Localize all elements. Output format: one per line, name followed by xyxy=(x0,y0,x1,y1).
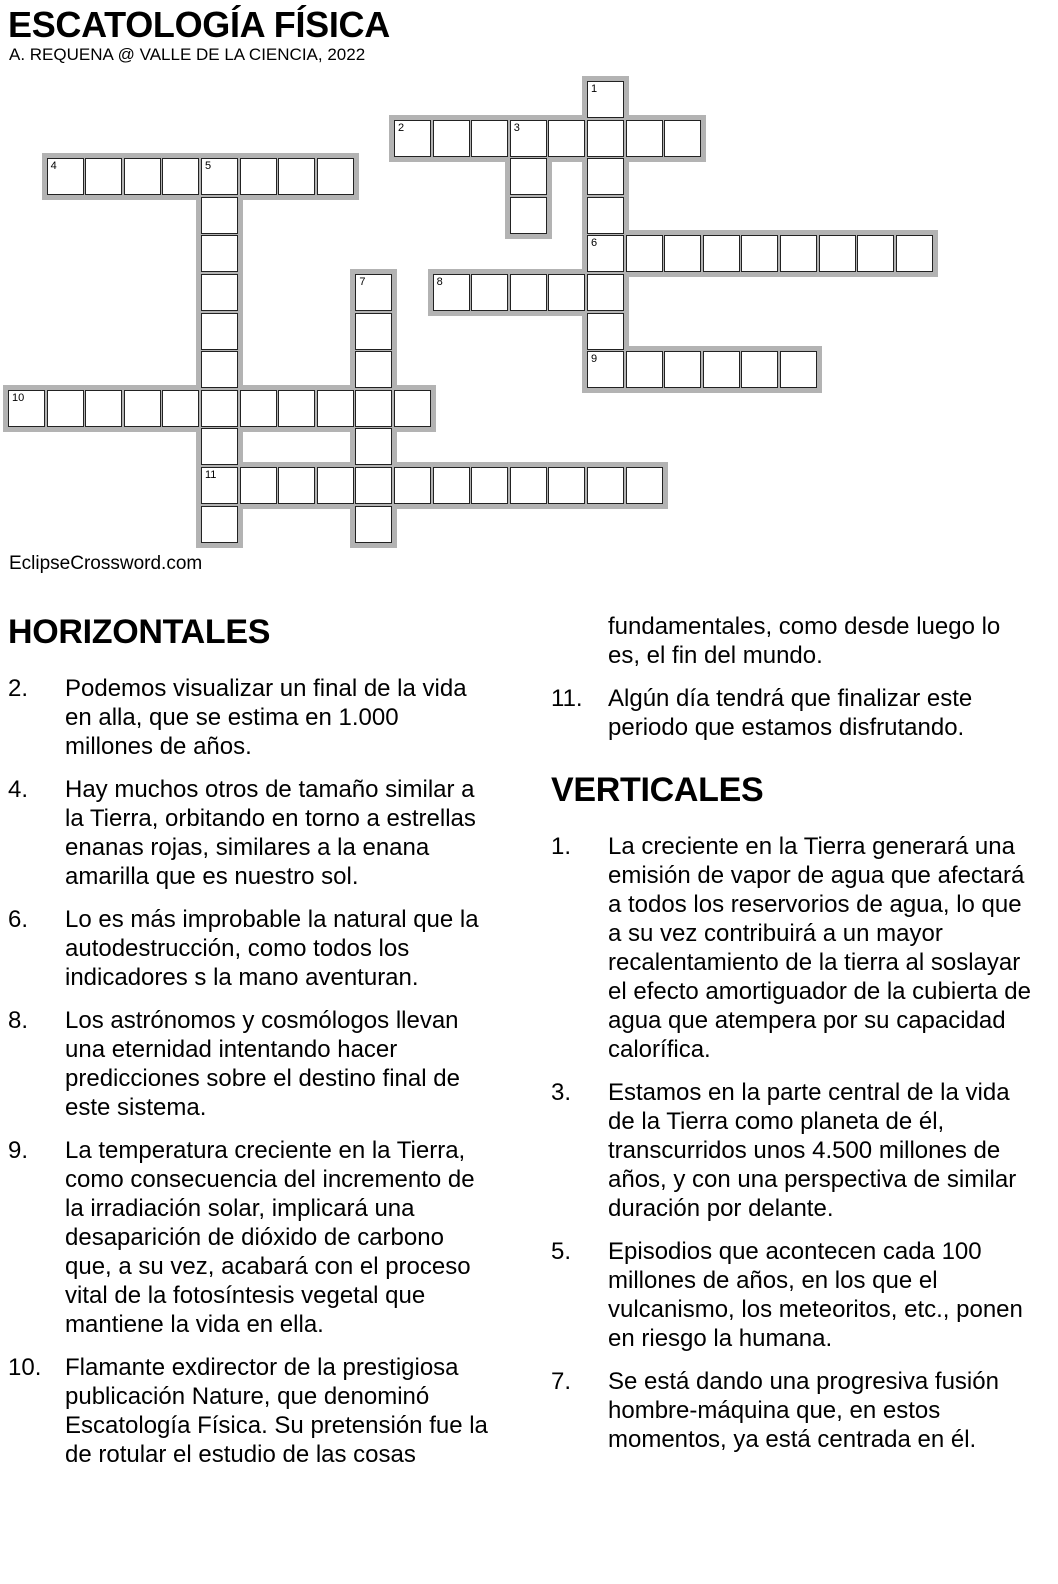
clue-number: 1. xyxy=(551,833,572,860)
clue-h-10-continuation: fundamentales, como desde luego lo es, el fin del mundo. xyxy=(608,613,1001,669)
grid-cell[interactable] xyxy=(85,158,122,195)
clue-number: 4. xyxy=(8,776,29,803)
grid-cell[interactable] xyxy=(162,158,199,195)
cell-number: 6 xyxy=(591,237,598,250)
grid-cell[interactable] xyxy=(201,351,238,388)
grid-cell[interactable] xyxy=(587,351,624,388)
clue-text: Episodios que acontecen cada 100 millones de años, en los que el vulcanismo, los meteoritos, etc., ponen en riesgo la humana. xyxy=(608,1238,1023,1352)
grid-cell[interactable] xyxy=(780,351,817,388)
grid-cell[interactable] xyxy=(355,390,392,427)
grid-cell[interactable] xyxy=(741,351,778,388)
grid-cell[interactable] xyxy=(278,467,315,504)
grid-cell[interactable] xyxy=(433,274,470,311)
grid-cell[interactable] xyxy=(394,467,431,504)
clue-number: 5. xyxy=(551,1238,572,1265)
clue-v-3 xyxy=(551,1078,1031,1223)
grid-cell[interactable] xyxy=(47,390,84,427)
grid-cell[interactable] xyxy=(394,120,431,157)
grid-cell[interactable] xyxy=(201,197,238,234)
cell-number: 7 xyxy=(359,276,366,288)
cell-number: 2 xyxy=(398,121,405,134)
grid-cell[interactable] xyxy=(548,120,585,157)
clue-text: Hay muchos otros de tamaño similar a la Tierra, orbitando en torno a estrellas enanas rojas, similares a la enana amarilla que es nuestro sol. xyxy=(65,776,476,890)
grid-cell[interactable] xyxy=(819,235,856,272)
grid-cell[interactable] xyxy=(278,390,315,427)
cell-number: 4 xyxy=(50,160,57,173)
clue-h-10 xyxy=(8,1353,488,1469)
cell-number: 10 xyxy=(12,391,25,404)
grid-cell[interactable] xyxy=(162,390,199,427)
puzzle-subtitle: A. REQUENA @ VALLE DE LA CIENCIA, 2022 xyxy=(9,45,366,64)
grid-cell[interactable] xyxy=(626,235,663,272)
clue-h-4 xyxy=(8,775,488,891)
clue-text: Estamos en la parte central de la vida de la Tierra como planeta de él, transcurridos unos 4.500 millones de años, y con una perspectiva de similar duración por delante. xyxy=(608,1079,1017,1222)
grid-cell[interactable] xyxy=(201,390,238,427)
grid-cell[interactable] xyxy=(703,235,740,272)
cell-number: 8 xyxy=(436,276,443,288)
grid-cell[interactable] xyxy=(664,351,701,388)
clue-h-2 xyxy=(8,674,488,761)
clue-text: La creciente en la Tierra generará una emisión de vapor de agua que afectará a todos los reservorios de agua, lo que a su vez contribuirá a un mayor recalentamiento de la tierra al soslayar el efecto amortiguador de la cubierta de agua que atempera por su capacidad calorífica. xyxy=(608,833,1031,1063)
verticales-heading: VERTICALES xyxy=(551,771,764,809)
grid-cell[interactable] xyxy=(201,274,238,311)
grid-cell[interactable] xyxy=(626,467,663,504)
clue-h-8 xyxy=(8,1006,488,1122)
clue-v-1 xyxy=(551,832,1031,1064)
grid-cell[interactable] xyxy=(317,158,354,195)
grid-cell[interactable] xyxy=(124,390,161,427)
grid-cell[interactable] xyxy=(587,81,624,118)
grid-cell[interactable] xyxy=(664,120,701,157)
cell-number: 5 xyxy=(205,160,212,173)
grid-cell[interactable] xyxy=(703,351,740,388)
clue-v-5 xyxy=(551,1237,1031,1353)
grid-cell[interactable] xyxy=(201,158,238,195)
clue-number: 3. xyxy=(551,1079,572,1106)
grid-cell[interactable] xyxy=(201,506,238,543)
grid-cell[interactable] xyxy=(510,158,547,195)
clue-text: Los astrónomos y cosmólogos llevan una eternidad intentando hacer predicciones sobre el destino final de este sistema. xyxy=(65,1007,460,1121)
grid-cell[interactable] xyxy=(47,158,84,195)
grid-cell[interactable] xyxy=(587,274,624,311)
clue-h-11 xyxy=(551,684,1031,742)
clue-text: La temperatura creciente en la Tierra, como consecuencia del incremento de la irradiación solar, implicará una desaparición de dióxido de carbono que, a su vez, acabará con el proceso vital de la fotosíntesis vegetal que mantiene la vida en ella. xyxy=(65,1137,475,1338)
grid-cell[interactable] xyxy=(240,158,277,195)
grid-cell[interactable] xyxy=(201,313,238,350)
grid-cell[interactable] xyxy=(587,467,624,504)
grid-cell[interactable] xyxy=(355,428,392,465)
clue-v-7 xyxy=(551,1367,1031,1454)
grid-cell[interactable] xyxy=(240,467,277,504)
grid-cell[interactable] xyxy=(124,158,161,195)
clue-text: Lo es más improbable la natural que la autodestrucción, como todos los indicadores s la mano aventuran. xyxy=(65,906,479,991)
clue-h-9 xyxy=(8,1136,488,1339)
grid-cell[interactable] xyxy=(317,467,354,504)
grid-cell[interactable] xyxy=(240,390,277,427)
grid-cell[interactable] xyxy=(433,467,470,504)
grid-cell[interactable] xyxy=(664,235,701,272)
grid-cell[interactable] xyxy=(355,351,392,388)
clue-text: Algún día tendrá que finalizar este periodo que estamos disfrutando. xyxy=(608,685,973,741)
clues-left-column xyxy=(8,612,488,1483)
grid-cell[interactable] xyxy=(201,467,238,504)
grid-cell[interactable] xyxy=(587,197,624,234)
grid-cell[interactable] xyxy=(355,506,392,543)
crossword-grid xyxy=(0,0,1058,560)
grid-cell[interactable] xyxy=(471,467,508,504)
clue-text: Podemos visualizar un final de la vida en alla, que se estima en 1.000 millones de años. xyxy=(65,675,467,760)
grid-cell[interactable] xyxy=(355,313,392,350)
cell-number: 3 xyxy=(513,121,520,134)
grid-cell[interactable] xyxy=(548,274,585,311)
clue-number: 6. xyxy=(8,906,29,933)
clue-text: Flamante exdirector de la prestigiosa publicación Nature, que denominó Escatología Física. Su pretensión fue la de rotular el estudio de las cosas xyxy=(65,1354,488,1468)
grid-cell[interactable] xyxy=(857,235,894,272)
grid-cell[interactable] xyxy=(587,235,624,272)
clue-number: 10. xyxy=(8,1354,42,1381)
grid-cell[interactable] xyxy=(587,313,624,350)
grid-cell[interactable] xyxy=(626,120,663,157)
grid-cell[interactable] xyxy=(201,428,238,465)
clues-right-column xyxy=(551,612,1031,1468)
cell-number: 11 xyxy=(205,469,217,481)
clue-number: 11. xyxy=(551,685,583,712)
grid-cell[interactable] xyxy=(510,120,547,157)
grid-cell[interactable] xyxy=(896,235,933,272)
clue-h-6 xyxy=(8,905,488,992)
grid-cell[interactable] xyxy=(587,120,624,157)
horizontales-heading: HORIZONTALES xyxy=(8,613,271,651)
grid-cell[interactable] xyxy=(510,274,547,311)
grid-cell[interactable] xyxy=(471,120,508,157)
puzzle-title: ESCATOLOGÍA FÍSICA xyxy=(8,4,390,45)
clue-number: 9. xyxy=(8,1137,29,1164)
grid-cell[interactable] xyxy=(394,390,431,427)
cell-number: 1 xyxy=(591,83,598,95)
grid-cell[interactable] xyxy=(741,235,778,272)
watermark: EclipseCrossword.com xyxy=(9,553,203,574)
grid-cell[interactable] xyxy=(626,351,663,388)
clue-text: Se está dando una progresiva fusión hombre-máquina que, en estos momentos, ya está centrada en él. xyxy=(608,1368,999,1453)
clue-number: 8. xyxy=(8,1007,29,1034)
grid-cell[interactable] xyxy=(510,467,547,504)
clue-number: 2. xyxy=(8,675,29,702)
grid-cell[interactable] xyxy=(355,274,392,311)
grid-cell[interactable] xyxy=(780,235,817,272)
grid-cell[interactable] xyxy=(85,390,122,427)
grid-cell[interactable] xyxy=(510,197,547,234)
grid-cell[interactable] xyxy=(587,158,624,195)
grid-cell[interactable] xyxy=(201,235,238,272)
grid-cell[interactable] xyxy=(355,467,392,504)
grid-cell[interactable] xyxy=(8,390,45,427)
grid-cell[interactable] xyxy=(278,158,315,195)
grid-cell[interactable] xyxy=(433,120,470,157)
cell-number: 9 xyxy=(591,353,598,366)
grid-cell[interactable] xyxy=(548,467,585,504)
grid-cell[interactable] xyxy=(471,274,508,311)
clue-number: 7. xyxy=(551,1368,572,1395)
grid-cell[interactable] xyxy=(317,390,354,427)
